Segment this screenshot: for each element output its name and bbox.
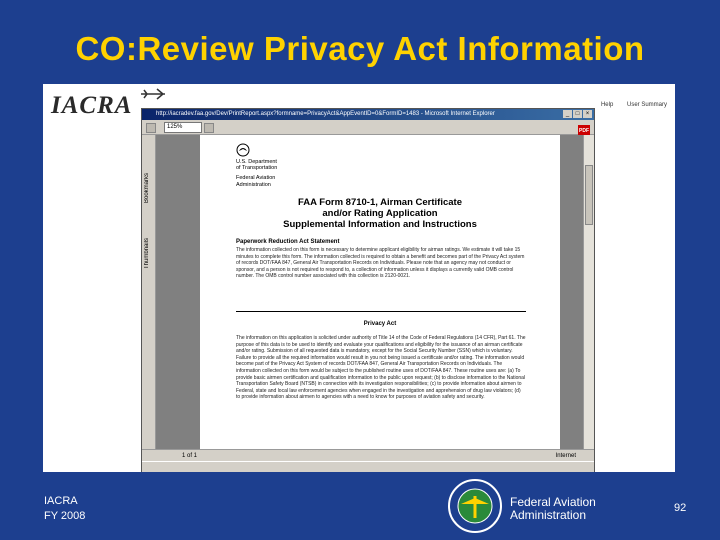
privacy-heading: Privacy Act (363, 321, 397, 327)
faa-name: Federal Aviation Administration (236, 175, 276, 188)
browser-window (141, 108, 595, 472)
header-links (589, 102, 667, 108)
paperwork-text: The information collected on this form is necessary to determine applicant eligibility for airman ratings. We estimate it will take 15 minutes to complete this form. The information collected is required to obtain a benefit and becomes part of the Privacy Act system of records DOT/FAA 847, General Air Transportation Records on Individuals. Please note that an agency may not conduct or sponsor, and a person is not required to respond to, a collection of information unless it displays a currently valid OMB control number. The OMB control number associated with this collection is 2120-0021. (236, 247, 525, 280)
tab-bookmarks[interactable]: Bookmarks (144, 172, 150, 203)
page-number: 92 (674, 502, 687, 514)
privacy-text: The information on this application is solicited under authority of Title 14 of the Code of Federal Regulations (14 CFR), Part 61. The purpose of this data is to be used to identify and evaluate your qualifications and eligibility for the issuance of an airman certificate and/or rating. Submission of all requested data is mandatory, except for the Social Security Number (SSN) which is voluntary. Failure to provide all the required information would result in you not being issued a certificate and/or rating. The information would become part of the Privacy Act System of records DOT/FAA 847, General Air Transportation Records on Individuals. The information collected on this form would be subject to the published routine uses of DOT/FAA 847. These routine uses are: (a) To provide basic airmen certification and qualification information to the public upon request; (b) to disclose information to the National Transportation Safety Board (NTSB) in connection with its investigation responsibilities; (c) to provide information about airmen to Federal, state and local law enforcement agencies when engaged in the investigation and apprehension of drug law violators; (d) to provide information about airmen to agencies with a need to know for purposes of aviation safety and security. (236, 335, 526, 401)
document-page (200, 135, 560, 449)
app-screenshot (43, 84, 675, 472)
page-navigator[interactable]: 1 of 1 (182, 453, 198, 459)
dot-name: U.S. Department of Transportation (236, 159, 278, 171)
airplane-icon (139, 86, 169, 102)
scroll-thumb[interactable] (585, 165, 593, 225)
iacra-logo: IACRA (51, 92, 133, 119)
tab-thumbnails[interactable]: Thumbnails (144, 237, 150, 269)
zoom-dropdown-icon[interactable] (204, 123, 214, 133)
footer-program: IACRA FY 2008 (44, 495, 86, 522)
taskbar (142, 461, 594, 472)
footer-agency: Federal Aviation Administration (510, 495, 596, 522)
browser-toolbar (142, 120, 594, 135)
browser-title: http://iacradev.faa.gov/Dev/PrintReport.aspx?formname=PrivacyAct&AppEventID=0&FormID=1483 - Microsoft Internet Explorer (156, 111, 495, 117)
dot-logo-icon (236, 143, 250, 157)
divider (236, 311, 526, 312)
form-title: FAA Form 8710-1, Airman Certificate and/or Rating Application Supplemental Information and Instructions (283, 197, 477, 230)
vertical-scrollbar[interactable] (583, 135, 594, 449)
faa-seal-icon (447, 478, 503, 534)
close-icon[interactable]: × (583, 110, 592, 118)
help-link[interactable]: Help (600, 102, 614, 108)
side-tabs (142, 135, 156, 449)
maximize-icon[interactable]: □ (573, 110, 582, 118)
minimize-icon[interactable]: _ (563, 110, 572, 118)
browser-titlebar (142, 109, 594, 120)
user-summary-link[interactable]: User Summary (626, 102, 667, 108)
slide-title: CO:Review Privacy Act Information (75, 30, 645, 67)
internet-zone: Internet (555, 453, 576, 459)
document-viewport[interactable] (156, 135, 584, 449)
hand-tool-icon[interactable] (146, 123, 156, 133)
zoom-select[interactable]: 125% (164, 122, 202, 133)
pdf-icon[interactable]: PDF (578, 125, 590, 137)
paperwork-heading: Paperwork Reduction Act Statement (236, 239, 340, 245)
